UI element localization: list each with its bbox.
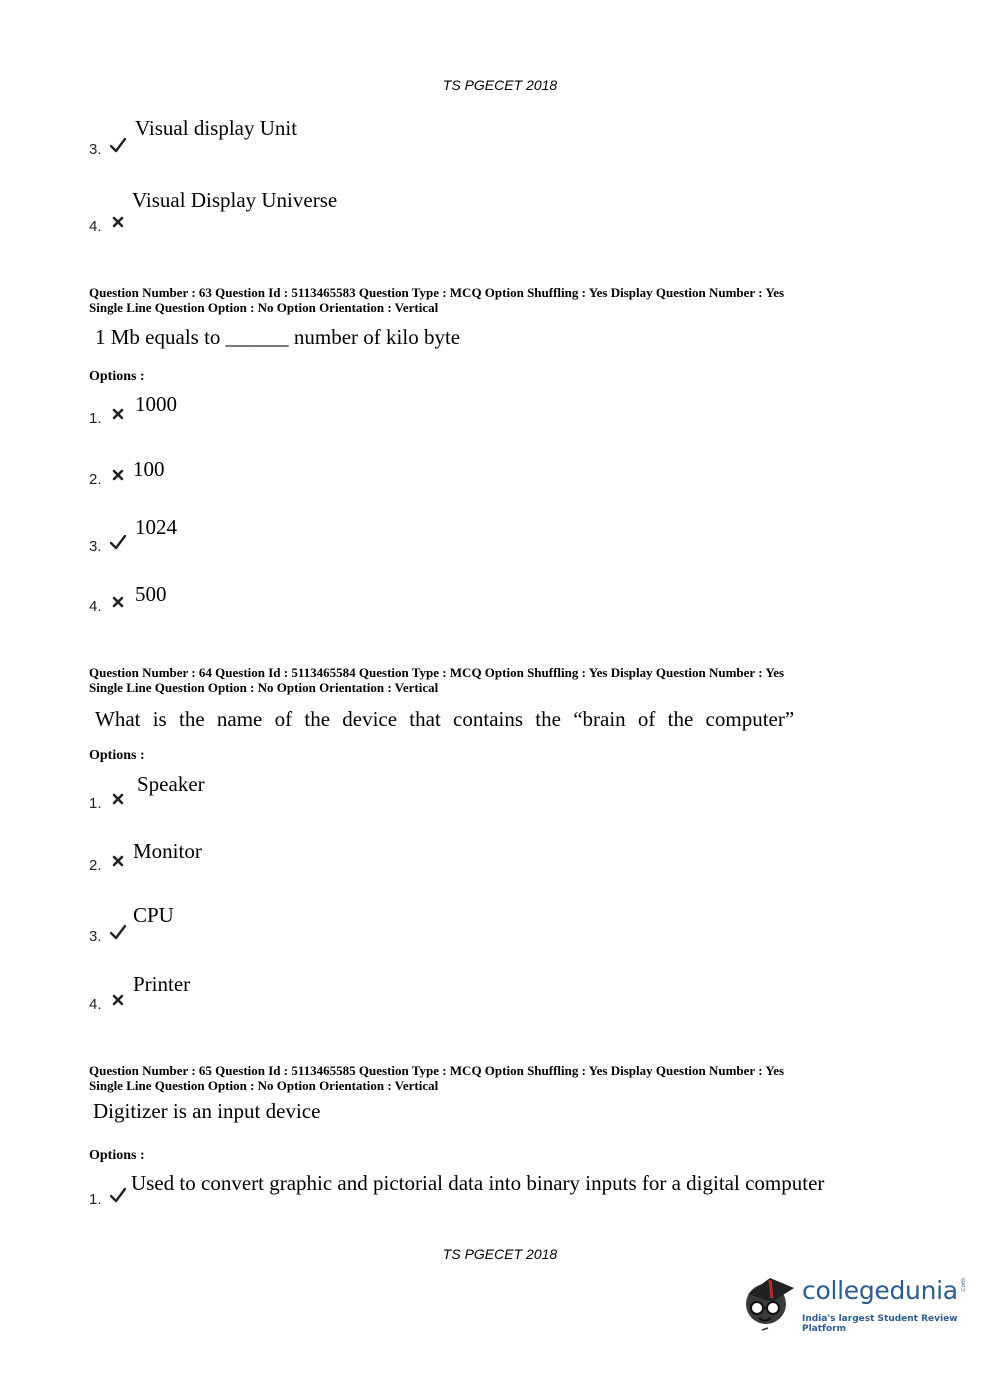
wrong-cross-icon [110,791,126,807]
question-text: Digitizer is an input device [93,1099,321,1123]
wrong-cross-icon [110,992,126,1008]
question-meta-line: Single Line Question Option : No Option Orientation : Vertical [89,300,439,315]
option-text: Speaker [137,772,205,796]
option-text: Printer [133,972,191,996]
question-meta [89,665,919,695]
question-meta-line: Single Line Question Option : No Option Orientation : Vertical [89,1078,439,1093]
options-label: Options : [89,1148,145,1163]
option-text: Visual Display Universe [132,188,338,212]
option-text: 1024 [135,515,177,539]
option-text: 100 [133,457,165,481]
question-text: What is the name of the device that contains the “brain of the computer” [95,707,795,731]
option-number: 1. [89,795,102,812]
option-number: 4. [89,996,102,1013]
question-meta [89,285,919,315]
question-meta-line: Question Number : 63 Question Id : 5113465583 Question Type : MCQ Option Shuffling : Yes Display Question Number : Yes [89,285,785,300]
wrong-cross-icon [110,467,126,483]
option-text: Used to convert graphic and pictorial data into binary inputs for a digital computer [131,1171,825,1195]
wrong-cross-icon [110,594,126,610]
option-text: 1000 [135,392,177,416]
option-number: 1. [89,1191,102,1208]
page-footer: TS PGECET 2018 [442,1246,558,1262]
wrong-cross-icon [110,214,126,230]
option-number: 2. [89,857,102,874]
correct-check-icon [110,924,126,940]
option-number: 3. [89,538,102,555]
logo-suffix: .com [959,1278,967,1293]
option-text: Visual display Unit [135,116,298,140]
logo-tagline: India's largest Student Review Platform [802,1314,958,1334]
correct-check-icon [110,1187,126,1203]
option-text: 500 [135,582,167,606]
option-number: 2. [89,471,102,488]
page-header: TS PGECET 2018 [442,77,558,93]
option-number: 4. [89,598,102,615]
collegedunia-logo [742,1268,972,1338]
option-number: 3. [89,141,102,158]
options-label: Options : [89,369,145,384]
question-meta-line: Question Number : 65 Question Id : 5113465585 Question Type : MCQ Option Shuffling : Yes Display Question Number : Yes [89,1063,785,1078]
wrong-cross-icon [110,853,126,869]
options-label: Options : [89,748,145,763]
option-text: CPU [133,903,174,927]
mascot-icon [742,1268,800,1338]
option-number: 4. [89,218,102,235]
question-meta-line: Question Number : 64 Question Id : 5113465584 Question Type : MCQ Option Shuffling : Yes Display Question Number : Yes [89,665,785,680]
option-text: Monitor [133,839,202,863]
question-meta [89,1063,919,1093]
correct-check-icon [110,534,126,550]
question-meta-line: Single Line Question Option : No Option Orientation : Vertical [89,680,439,695]
logo-wordmark: collegedunia [802,1276,958,1305]
option-number: 1. [89,410,102,427]
question-text: 1 Mb equals to ______ number of kilo byte [95,325,461,349]
wrong-cross-icon [110,406,126,422]
option-number: 3. [89,928,102,945]
correct-check-icon [110,137,126,153]
